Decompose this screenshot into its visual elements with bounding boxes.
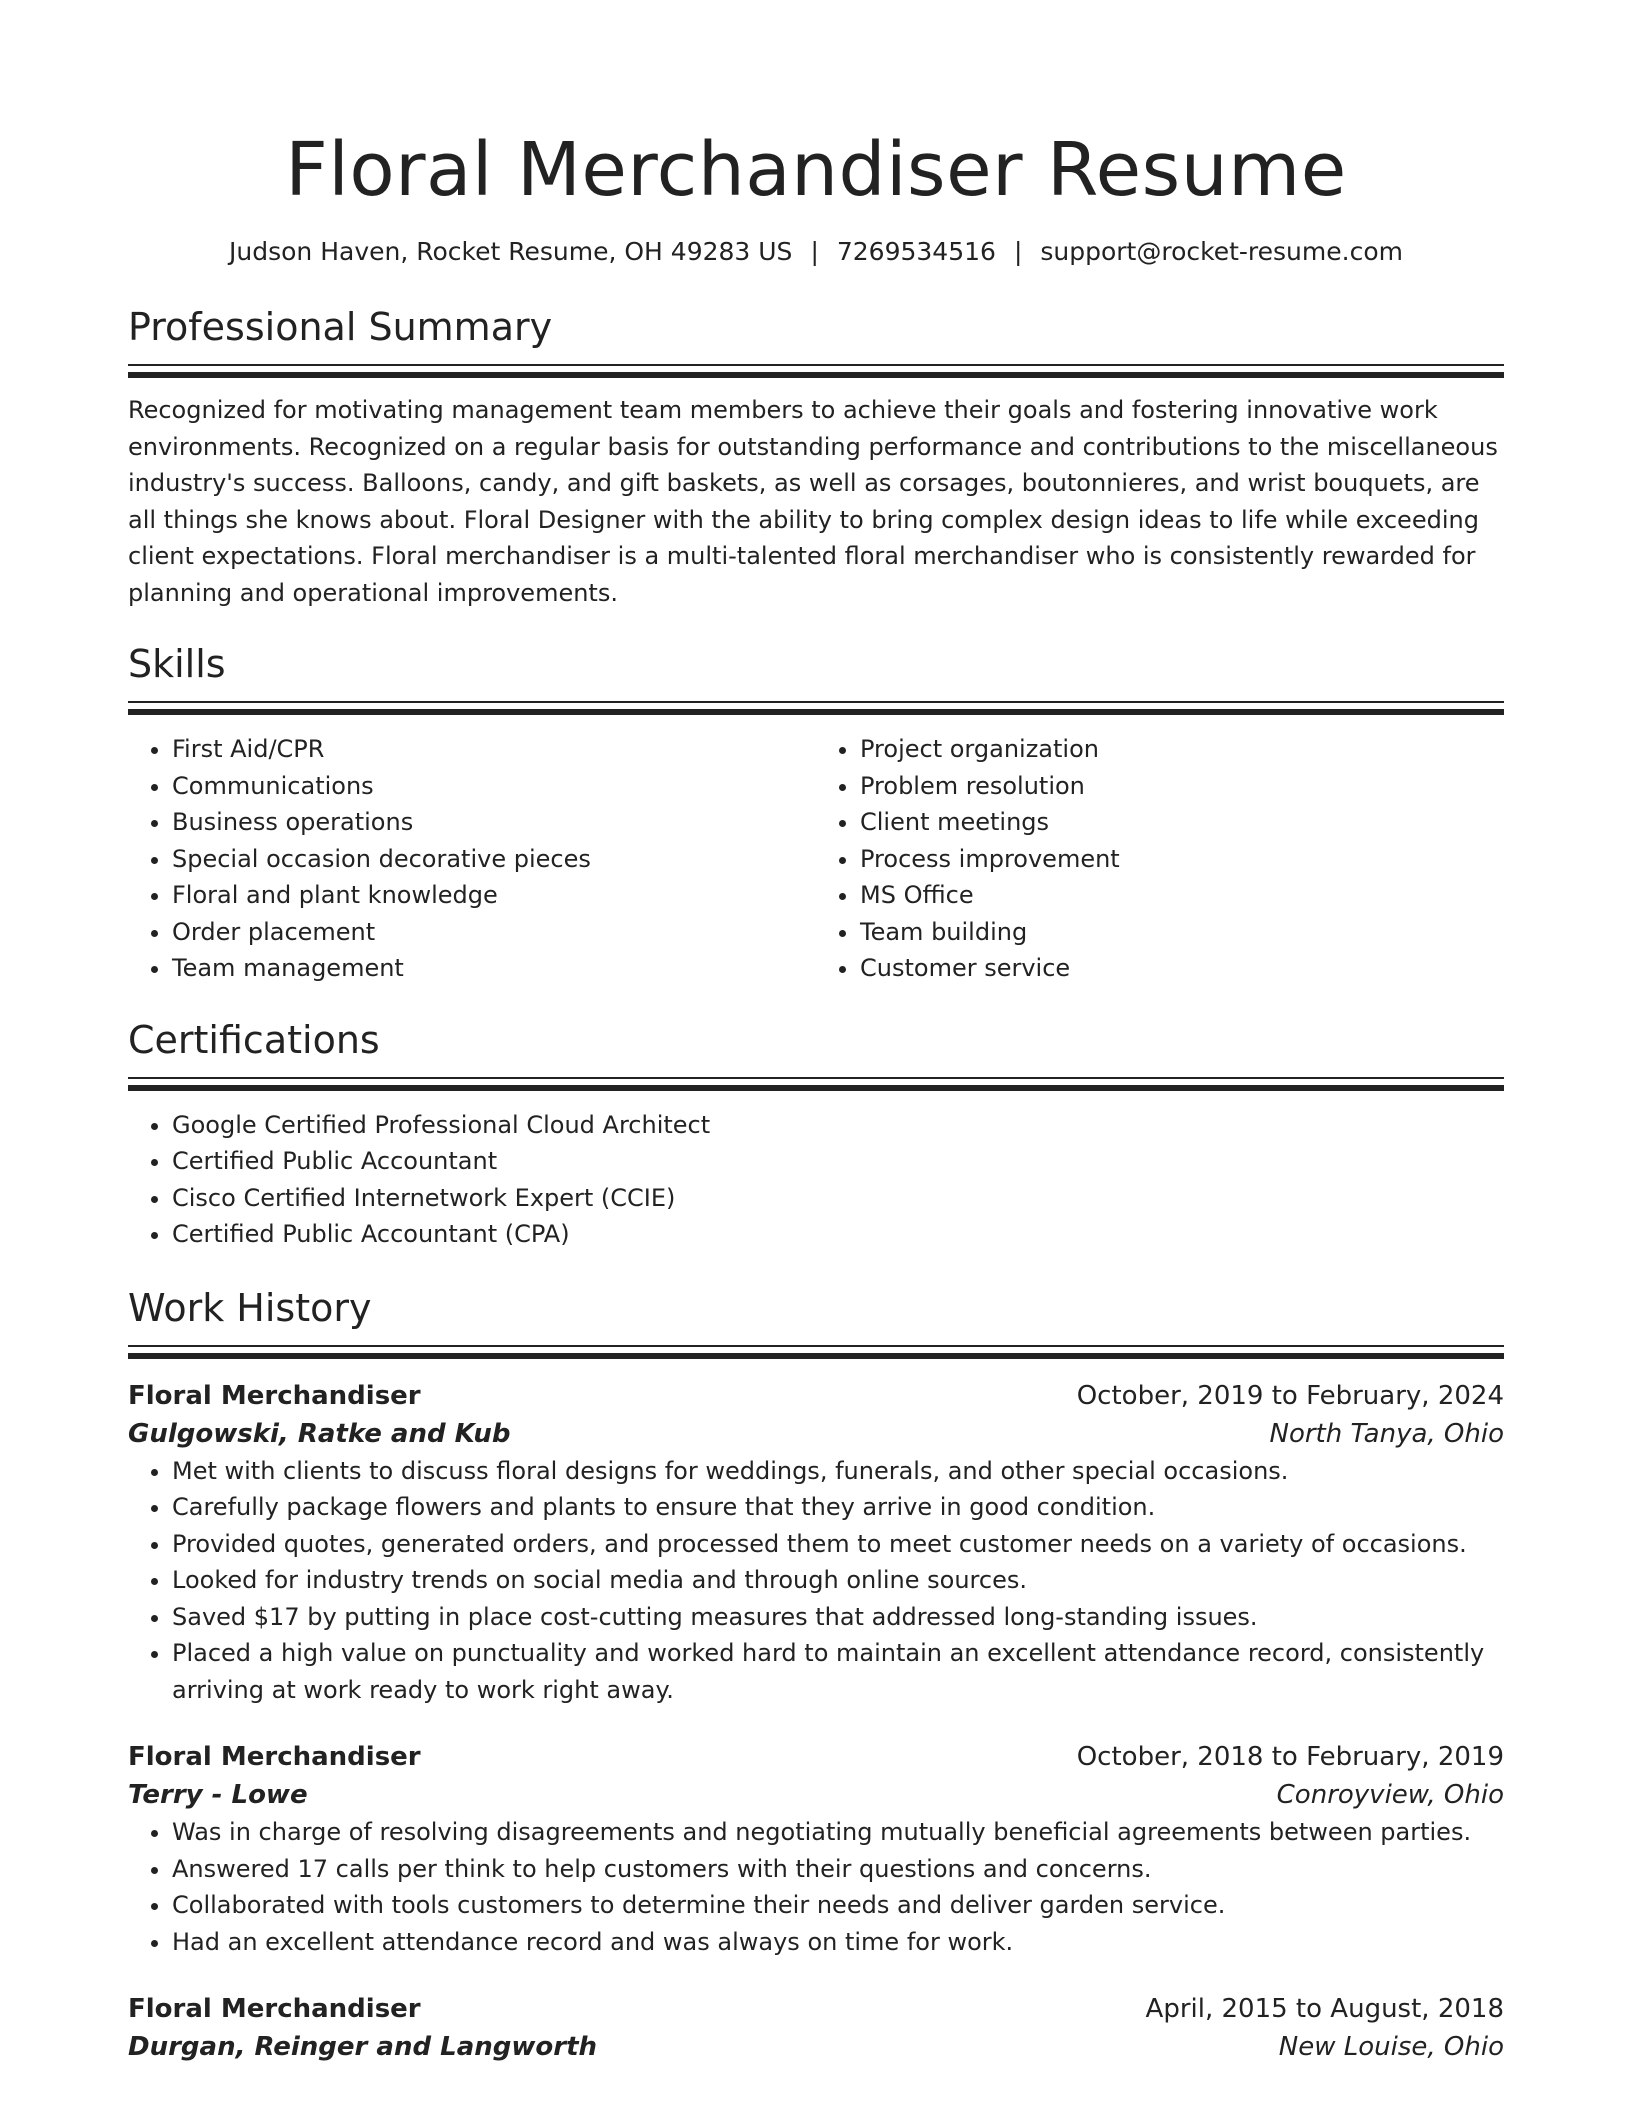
job-subheader [128, 1415, 1504, 1453]
contact-email: support@rocket-resume.com [1040, 237, 1403, 266]
job-duties [128, 1453, 1504, 1709]
job-duty: • Saved $17 by putting in place cost-cutting measures that addressed long-standing issues. [172, 1599, 1504, 1636]
summary-text: Recognized for motivating management team members to achieve their goals and fostering innovative work environments. Recognized on a regular basis for outstanding performance and contributions to the miscellaneous industry's success. Balloons, candy, and gift baskets, as well as corsages, boutonnieres, and wrist bouquets, are all things she knows about. Floral Designer with the ability to bring complex design ideas to life while exceeding client expectations. Floral merchandiser is a multi-talented floral merchandiser who is consistently rewarded for planning and operational improvements. [128, 396, 1498, 607]
job-subheader [128, 2028, 1504, 2066]
contact-line [128, 234, 1504, 270]
job-company: Durgan, Reinger and Langworth [128, 2032, 598, 2062]
contact-separator: | [1013, 237, 1023, 266]
section-divider [128, 1345, 1504, 1359]
skill-item: • Client meetings [860, 804, 1504, 841]
job-duty: • Collaborated with tools customers to determine their needs and deliver garden service. [172, 1887, 1504, 1924]
skill-item: • Process improvement [860, 841, 1504, 878]
contact-phone: 7269534516 [836, 237, 996, 266]
job-duty: • Met with clients to discuss floral designs for weddings, funerals, and other special occasions. [172, 1453, 1504, 1490]
section-divider [128, 1077, 1504, 1091]
skill-item: • First Aid/CPR [172, 731, 816, 768]
job-header [128, 1990, 1504, 2028]
job-company: Terry - Lowe [128, 1780, 308, 1810]
skills-column-left [128, 731, 816, 987]
job-duty: • Provided quotes, generated orders, and processed them to meet customer needs on a variety of occasions. [172, 1526, 1504, 1563]
job-duties [128, 1814, 1504, 1960]
job-duty: • Placed a high value on punctuality and worked hard to maintain an excellent attendance record, consistently arriving at work ready to work right away. [172, 1635, 1504, 1708]
skill-item: • Floral and plant knowledge [172, 877, 816, 914]
job-title: Floral Merchandiser [128, 1380, 421, 1411]
job-entry [128, 1377, 1504, 1709]
work-history-section [128, 1283, 1504, 2067]
skill-item: • Team management [172, 950, 816, 987]
skill-item: • Order placement [172, 914, 816, 951]
job-duty: • Had an excellent attendance record and was always on time for work. [172, 1924, 1504, 1961]
section-divider [128, 364, 1504, 378]
job-duty: • Looked for industry trends on social media and through online sources. [172, 1562, 1504, 1599]
work-history-heading: Work History [128, 1285, 372, 1330]
job-header [128, 1377, 1504, 1415]
skill-item: • Special occasion decorative pieces [172, 841, 816, 878]
skill-item: • Business operations [172, 804, 816, 841]
skill-item: • Team building [860, 914, 1504, 951]
skills-list-right [816, 731, 1504, 987]
certifications-list [128, 1107, 1504, 1253]
job-location: North Tanya, Ohio [1269, 1418, 1504, 1449]
certifications-section [128, 1015, 1504, 1253]
certification-item: • Google Certified Professional Cloud Architect [172, 1107, 1504, 1144]
skill-item: • Communications [172, 768, 816, 805]
contact-separator: | [810, 237, 819, 266]
job-location: New Louise, Ohio [1278, 2032, 1504, 2062]
skill-item: • Customer service [860, 950, 1504, 987]
contact-address: Judson Haven, Rocket Resume, OH 49283 US [229, 237, 793, 266]
certification-item: • Certified Public Accountant [172, 1143, 1504, 1180]
skill-item: • Problem resolution [860, 768, 1504, 805]
summary-section [128, 302, 1504, 611]
resume-title: Floral Merchandiser Resume [285, 127, 1347, 213]
job-title: Floral Merchandiser [128, 1742, 421, 1772]
section-divider [128, 701, 1504, 715]
job-company: Gulgowski, Ratke and Kub [128, 1418, 511, 1449]
job-entry [128, 1738, 1504, 1960]
job-duty: • Was in charge of resolving disagreements and negotiating mutually beneficial agreements between parties. [172, 1814, 1504, 1851]
certification-item: • Cisco Certified Internetwork Expert (CCIE) [172, 1180, 1504, 1217]
skills-heading: Skills [128, 642, 226, 686]
job-header [128, 1738, 1504, 1776]
skills-section [128, 639, 1504, 987]
job-entry [128, 1990, 1504, 2066]
skill-item: • Project organization [860, 731, 1504, 768]
job-dates: October, 2019 to February, 2024 [1076, 1380, 1504, 1411]
certifications-heading: Certifications [128, 1017, 380, 1062]
job-subheader [128, 1776, 1504, 1814]
job-duty: • Carefully package flowers and plants to ensure that they arrive in good condition. [172, 1489, 1504, 1526]
job-dates: October, 2018 to February, 2019 [1076, 1742, 1504, 1772]
skills-column-right [816, 731, 1504, 987]
certification-item: • Certified Public Accountant (CPA) [172, 1216, 1504, 1253]
job-dates: April, 2015 to August, 2018 [1145, 1994, 1504, 2024]
job-title: Floral Merchandiser [128, 1994, 421, 2024]
skills-grid [128, 731, 1504, 987]
summary-heading: Professional Summary [128, 305, 553, 349]
skill-item: • MS Office [860, 877, 1504, 914]
job-location: Conroyview, Ohio [1276, 1780, 1504, 1810]
job-duty: • Answered 17 calls per think to help customers with their questions and concerns. [172, 1851, 1504, 1888]
skills-list-left [128, 731, 816, 987]
